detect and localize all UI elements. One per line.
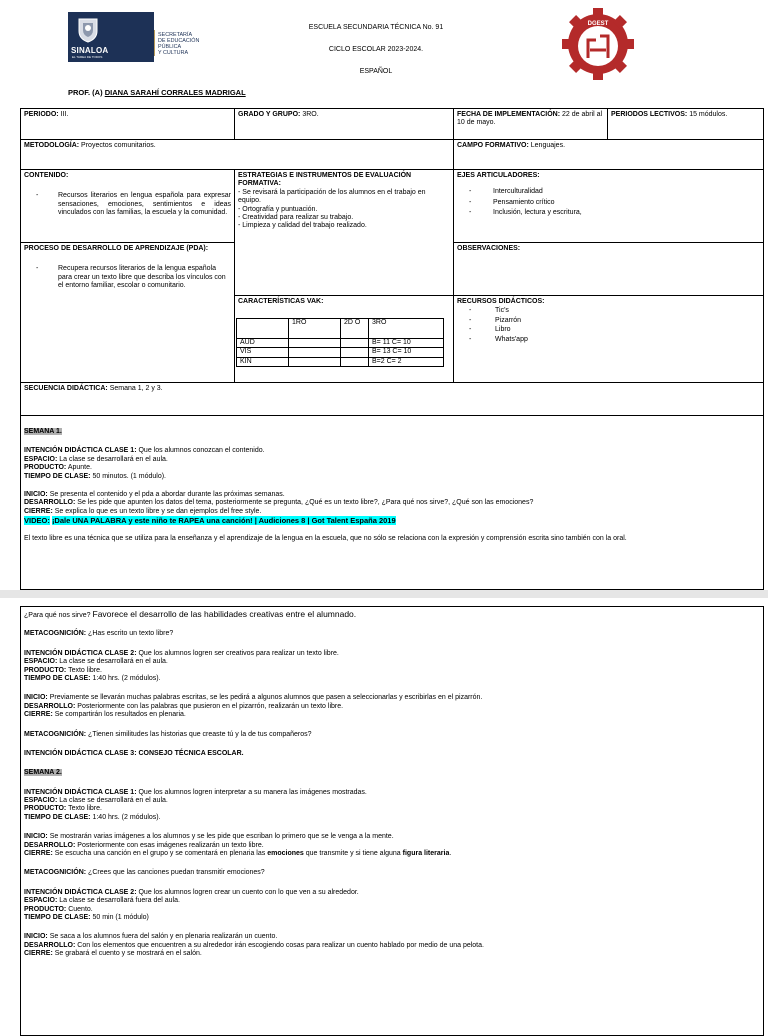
inicio-value: Previamente se llevarán muchas palabras escritas, se les pedirá a algunos alumnos que pasen a seleccionarlas y escribirlas en el pizarrón. <box>49 694 483 702</box>
cierre-punctuation: . <box>449 850 452 858</box>
page-gap <box>0 590 768 598</box>
fecha-label: FECHA DE IMPLEMENTACIÓN: <box>457 111 561 118</box>
observaciones-cell <box>453 242 764 296</box>
espacio-label: ESPACIO: <box>24 455 58 463</box>
ejes-cell <box>453 169 764 243</box>
class-intention-value: Que los alumnos logren interpretar a su manera las imágenes mostradas. <box>138 788 367 796</box>
class-intention-label: INTENCIÓN DIDÁCTICA CLASE 2: <box>24 649 137 657</box>
class-intention-value: Que los alumnos conozcan el contenido. <box>138 447 265 455</box>
espacio-value: La clase se desarrollará en el aula. <box>59 797 168 805</box>
school-name: ESCUELA SECUNDARIA TÉCNICA No. 91 <box>308 24 444 31</box>
school-subject: ESPAÑOL <box>359 68 393 75</box>
logo-slogan: EL TAREA DE TODOS <box>72 55 103 59</box>
contenido-list <box>24 192 231 217</box>
producto-label: PRODUCTO: <box>24 805 67 813</box>
week-heading: SEMANA 1. <box>24 428 62 435</box>
vak-cell <box>289 357 341 366</box>
espacio-label: ESPACIO: <box>24 797 58 805</box>
tiempo-label: TIEMPO DE CLASE: <box>24 813 91 821</box>
espacio-label: ESPACIO: <box>24 658 58 666</box>
teacher-line <box>68 88 246 97</box>
vak-cell: AUD <box>237 339 289 348</box>
gear-label: DGEST <box>587 21 609 27</box>
tiempo-value: 50 min (1 módulo) <box>92 913 149 921</box>
inicio-value: Se presenta el contenido y el pda a abordar durante las próximas semanas. <box>49 490 285 498</box>
producto-value: Apunte. <box>67 464 92 472</box>
sinaloa-logo <box>68 12 154 62</box>
metodologia-value: Proyectos comunitarios. <box>81 142 156 149</box>
tiempo-label: TIEMPO DE CLASE: <box>24 472 91 480</box>
grado-label: GRADO Y GRUPO: <box>238 111 301 118</box>
ejes-label: EJES ARTICULADORES: <box>457 172 540 179</box>
department-line: SECRETARÍA <box>158 32 193 38</box>
secuencia-label: SECUENCIA DIDÁCTICA: <box>24 385 108 392</box>
vak-row <box>237 357 444 366</box>
periodos-label: PERIODOS LECTIVOS: <box>611 111 688 118</box>
vak-header: 1RO <box>289 319 341 339</box>
tiempo-value: 1:40 hrs. (2 módulos). <box>92 813 161 821</box>
teacher-label: PROF. (A) <box>68 88 103 97</box>
observaciones-label: OBSERVACIONES: <box>457 245 521 252</box>
estrategias-cell <box>234 169 454 296</box>
espacio-value: La clase se desarrollará fuera del aula. <box>59 897 180 905</box>
pda-value: - Recupera recursos literarios de la lengua española para crear un texto libre que describa los vínculos con el entorno familiar, escolar o comunitario. <box>24 265 231 290</box>
producto-label: PRODUCTO: <box>24 905 67 913</box>
recurso-item: - Libro <box>457 326 760 334</box>
grado-cell <box>234 108 454 140</box>
producto-value: Cuento. <box>68 905 93 913</box>
vak-cell <box>289 339 341 348</box>
metodologia-cell <box>20 139 454 170</box>
answer-text: Favorece el desarrollo de las habilidades creativas entre el alumnado. <box>92 609 357 619</box>
cierre-label: CIERRE: <box>24 850 53 858</box>
cierre-label: CIERRE: <box>24 507 53 515</box>
vak-table <box>236 318 444 367</box>
vak-header <box>237 319 289 339</box>
eje-item: - Pensamiento crítico <box>457 199 760 207</box>
vak-cell: B=2 C= 2 <box>369 357 444 366</box>
tiempo-label: TIEMPO DE CLASE: <box>24 674 91 682</box>
desarrollo-value: Se les pide que apunten los datos del tema, posteriormente se pregunta, ¿Qué es un texto libre?, ¿Para qué nos sirve?, ¿Qué son las emociones? <box>77 499 534 507</box>
eje-item: - Interculturalidad <box>457 188 760 196</box>
campo-cell <box>453 139 764 170</box>
inicio-label: INICIO: <box>24 490 48 498</box>
metodologia-label: METODOLOGÍA: <box>24 142 80 149</box>
espacio-value: La clase se desarrollará en el aula. <box>59 658 168 666</box>
grado-value: 3RO. <box>302 111 319 118</box>
vak-cell: VIS <box>237 348 289 357</box>
week-heading: SEMANA 2. <box>24 769 62 777</box>
tiempo-label: TIEMPO DE CLASE: <box>24 913 91 921</box>
class3-heading: INTENCIÓN DIDÁCTICA CLASE 3: CONSEJO TÉCNICA ESCOLAR. <box>24 749 244 757</box>
ejes-list <box>457 188 760 217</box>
metacognicion-value: ¿Tienen similitudes las historias que creaste tú y la de tus compañeros? <box>88 730 312 738</box>
recurso-item: - Whats'app <box>457 336 760 344</box>
recursos-label: RECURSOS DIDÁCTICOS: <box>457 298 545 305</box>
periodos-cell <box>607 108 764 140</box>
cierre-label: CIERRE: <box>24 950 53 958</box>
vak-cell <box>341 357 369 366</box>
inicio-value: Se saca a los alumnos fuera del salón y en plenaria realizarán un cuento. <box>49 933 278 941</box>
producto-value: Texto libre. <box>68 666 102 674</box>
cierre-value: Se compartirán los resultados en plenaria. <box>54 711 186 719</box>
metacognicion-value: ¿Crees que las canciones puedan transmitir emociones? <box>88 869 265 877</box>
continuation-section <box>20 606 764 1036</box>
vak-header: 3RO <box>369 319 444 339</box>
contenido-cell <box>20 169 235 243</box>
class-intention-value: Que los alumnos logren crear un cuento con lo que ven a su alrededor. <box>138 888 359 896</box>
periodo-label: PERIODO: <box>24 111 59 118</box>
school-cycle: CICLO ESCOLAR 2023-2024. <box>328 46 424 53</box>
divider <box>154 30 155 56</box>
metacognicion-label: METACOGNICIÓN: <box>24 869 87 877</box>
vak-cell <box>341 339 369 348</box>
recurso-item: - Pizarrón <box>457 317 760 325</box>
recursos-list <box>457 307 760 344</box>
desarrollo-value: Posteriormente con esas imágenes realizarán un texto libre. <box>77 841 264 849</box>
vak-label: CARACTERÍSTICAS VAK: <box>238 298 324 305</box>
fecha-cell <box>453 108 608 140</box>
department-line: PÚBLICA <box>158 44 182 50</box>
page-2 <box>0 598 768 1024</box>
vak-row <box>237 339 444 348</box>
contenido-value: - Recursos literarios en lengua española para expresar sensaciones, emociones, sentimientos e ideas vinculados con las familias, la escuela y la comunidad. <box>24 192 231 217</box>
crest-icon <box>76 17 100 43</box>
periodos-value: 15 módulos. <box>689 111 728 118</box>
contenido-label: CONTENIDO: <box>24 172 69 179</box>
school-header <box>250 24 502 90</box>
inicio-label: INICIO: <box>24 833 48 841</box>
vak-cell: KIN <box>237 357 289 366</box>
vak-cell: B= 13 C= 10 <box>369 348 444 357</box>
metacognicion-label: METACOGNICIÓN: <box>24 630 87 638</box>
metacognicion-value: ¿Has escrito un texto libre? <box>88 630 174 638</box>
estrategia-item: - Ortografía y puntuación. <box>238 205 318 213</box>
tiempo-value: 1:40 hrs. (2 módulos). <box>92 674 161 682</box>
vak-row <box>237 348 444 357</box>
inicio-label: INICIO: <box>24 933 48 941</box>
week1-section <box>20 415 764 590</box>
logo-wordmark: SINALOA <box>71 46 109 55</box>
vak-cell <box>341 348 369 357</box>
cierre-label: CIERRE: <box>24 711 53 719</box>
periodo-cell <box>20 108 235 140</box>
pda-label: PROCESO DE DESARROLLO DE APRENDIZAJE (PDA): <box>24 245 209 252</box>
campo-value: Lenguajes. <box>530 142 566 149</box>
pda-list <box>24 265 231 290</box>
cierre-value: que transmite y si tiene alguna <box>305 850 401 858</box>
desarrollo-label: DESARROLLO: <box>24 702 76 710</box>
producto-label: PRODUCTO: <box>24 666 67 674</box>
class-intention-label: INTENCIÓN DIDÁCTICA CLASE 1: <box>24 788 137 796</box>
desarrollo-label: DESARROLLO: <box>24 841 76 849</box>
cierre-value: Se grabará el cuento y se mostrará en el salón. <box>54 950 202 958</box>
fecha-value: 22 de abril al 10 de mayo. <box>457 111 603 127</box>
vak-cell <box>289 348 341 357</box>
inicio-label: INICIO: <box>24 694 48 702</box>
dgest-gear-logo <box>560 6 636 82</box>
vak-cell: B= 11 C= 10 <box>369 339 444 348</box>
cierre-value: Se explica lo que es un texto libre y se dan ejemplos del free style. <box>54 507 262 515</box>
estrategia-item: - Creatividad para realizar su trabajo. <box>238 213 354 221</box>
secuencia-cell <box>20 382 764 416</box>
desarrollo-value: Con los elementos que encuentren a su alrededor irán escogiendo cosas para realizar un cuento hablado por medio de una pelota. <box>77 941 484 949</box>
cierre-value: Se escucha una canción en el grupo y se comentará en plenaria las <box>54 850 266 858</box>
department-logo <box>154 12 230 62</box>
class-intention-value: Que los alumnos logren ser creativos para realizar un texto libre. <box>138 649 339 657</box>
inicio-value: Se mostrarán varias imágenes a los alumnos y se les pide que escriban lo primero que se le venga a la mente. <box>49 833 394 841</box>
estrategia-item: - Se revisará la participación de los alumnos en el trabajo en equipo. <box>238 188 426 205</box>
video-label: VIDEO: <box>24 516 50 526</box>
estrategia-item: - Limpieza y calidad del trabajo realizado. <box>238 222 367 230</box>
department-name <box>158 32 199 56</box>
class-intention-label: INTENCIÓN DIDÁCTICA CLASE 2: <box>24 888 137 896</box>
campo-label: CAMPO FORMATIVO: <box>457 142 529 149</box>
tiempo-value: 50 minutos. (1 módulo). <box>92 472 167 480</box>
periodo-value: III. <box>60 111 69 118</box>
pda-cell <box>20 242 235 383</box>
cierre-emphasis: figura literaria <box>402 850 450 858</box>
eje-item: - Inclusión, lectura y escritura, <box>457 209 760 217</box>
vak-header: 2D O <box>341 319 369 339</box>
cierre-emphasis: emociones <box>267 850 304 858</box>
teacher-name: DIANA SARAHÍ CORRALES MADRIGAL <box>104 88 246 97</box>
recursos-cell <box>453 295 764 383</box>
desarrollo-label: DESARROLLO: <box>24 499 76 507</box>
estrategias-label: ESTRATEGIAS E INSTRUMENTOS DE EVALUACIÓN FORMATIVA: <box>238 172 412 188</box>
texto-libre-paragraph: El texto libre es una técnica que se utiliza para la enseñanza y el aprendizaje de la lengua en la escuela, que no sólo se relaciona con la expresión y comprensión escrita sino también con la oral. <box>24 535 627 543</box>
recurso-item: - Tic's <box>457 307 760 315</box>
desarrollo-value: Posteriormente con las palabras que pusieron en el pizarrón, realizarán un texto libre. <box>77 702 344 710</box>
class-intention-label: INTENCIÓN DIDÁCTICA CLASE 1: <box>24 447 137 455</box>
producto-value: Texto libre. <box>68 805 102 813</box>
vak-header-row <box>237 319 444 339</box>
video-link[interactable]: ¡Dale UNA PALABRA y este niño te RAPEA una canción! | Audiciones 8 | Got Talent España 2019 <box>51 516 396 526</box>
espacio-value: La clase se desarrollará en el aula. <box>59 455 168 463</box>
department-line: DE EDUCACIÓN <box>158 38 200 44</box>
desarrollo-label: DESARROLLO: <box>24 941 76 949</box>
secuencia-value: Semana 1, 2 y 3. <box>109 385 163 392</box>
department-line: Y CULTURA <box>158 50 189 56</box>
producto-label: PRODUCTO: <box>24 464 67 472</box>
espacio-label: ESPACIO: <box>24 897 58 905</box>
question-text: ¿Para qué nos sirve? <box>24 612 91 619</box>
metacognicion-label: METACOGNICIÓN: <box>24 730 87 738</box>
